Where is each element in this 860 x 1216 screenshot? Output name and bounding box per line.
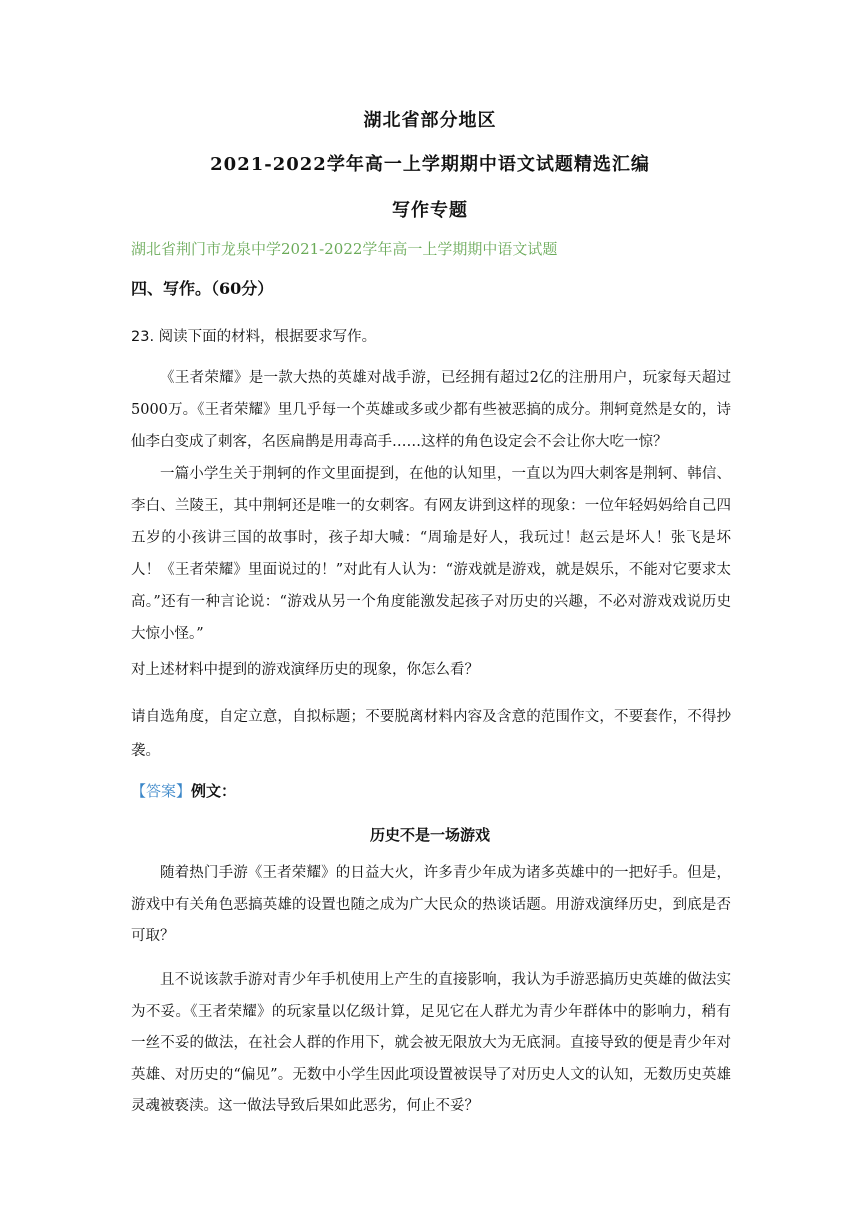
question-prompt: 23. 阅读下面的材料，根据要求写作。: [131, 329, 377, 345]
section-heading: 四、写作。（60分）: [131, 279, 274, 298]
material-paragraph-1: 《王者荣耀》是一款大热的英雄对战手游，已经拥有超过2亿的注册用户，玩家每天超过5000万。《王者荣耀》里几乎每一个英雄或多或少都有些被恶搞的成分。荆轲竟然是女的，诗仙李白变成了刺客，名医扁鹊是用毒高手……这样的角色设定会不会让你大吃一惊？: [131, 370, 731, 450]
essay-paragraph-1: 随着热门手游《王者荣耀》的日益大火，许多青少年成为诸多英雄中的一把好手。但是，游戏中有关角色恶搞英雄的设置也随之成为广大民众的热谈话题。用游戏演绎历史，到底是否可取？: [131, 865, 731, 944]
material-paragraph-2: 一篇小学生关于荆轲的作文里面提到，在他的认知里，一直以为四大刺客是荆轲、韩信、李白、兰陵王，其中荆轲还是唯一的女刺客。有网友讲到这样的现象：一位年轻妈妈给自己四五岁的小孩讲三国的故事时，孩子却大喊：“周瑜是好人，我玩过！赵云是坏人！张飞是坏人！《王者荣耀》里面说过的！”对此有人认为：“游戏就是游戏，就是娱乐，不能对它要求太高。”还有一种言论说：“游戏从另一个角度能激发起孩子对历史的兴趣，不必对游戏戏说历史大惊小怪。”: [131, 466, 731, 642]
answer-label: 例文：: [191, 782, 237, 800]
question-requirement: 请自选角度，自定立意，自拟标题；不要脱离材料内容及含意的范围作文，不要套作，不得抄袭。: [131, 709, 731, 759]
essay-paragraph-2: 且不说该款手游对青少年手机使用上产生的直接影响，我认为手游恶搞历史英雄的做法实为不妥。《王者荣耀》的玩家量以亿级计算，足见它在人群尤为青少年群体中的影响力，稍有一丝不妥的做法，在社会人群的作用下，就会被无限放大为无底洞。直接导致的便是青少年对英雄、对历史的“偏见”。无数中小学生因此项设置被误导了对历史人文的认知，无数历史英雄灵魂被亵渎。这一做法导致后果如此恶劣，何止不妥？: [131, 972, 731, 1114]
answer-header: [131, 780, 236, 801]
essay-title: 历史不是一场游戏: [369, 826, 490, 844]
source-link[interactable]: 湖北省荆门市龙泉中学2021-2022学年高一上学期期中语文试题: [131, 240, 558, 258]
doc-title-main: 2021-2022学年高一上学期期中语文试题精选汇编: [210, 154, 650, 175]
doc-title-topic: 写作专题: [392, 200, 468, 221]
question-ask: 对上述材料中提到的游戏演绎历史的现象，你怎么看？: [131, 662, 479, 678]
answer-tag: 【答案】: [131, 782, 192, 800]
doc-title-region: 湖北省部分地区: [363, 110, 497, 131]
